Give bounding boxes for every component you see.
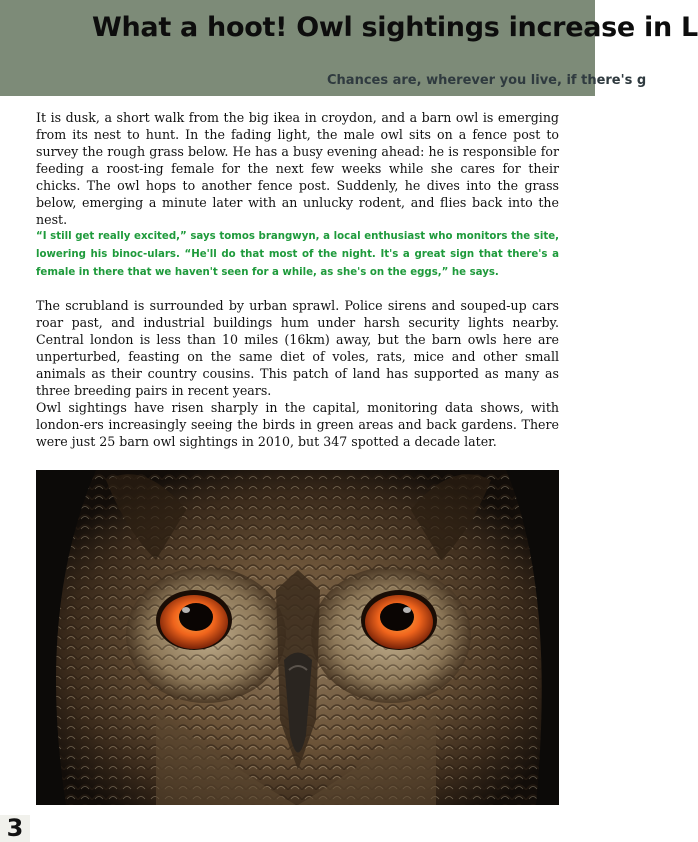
owl-photo xyxy=(36,470,559,805)
left-eye-icon xyxy=(156,590,232,650)
paragraph-scrubland: The scrubland is surrounded by urban sprawl. Police sirens and souped-up cars roar past, and industrial buildings hum under harsh security lights nearby. Central london is less than 10 miles (16km) away, but the barn owls here are unperturbed, feasting on the same diet of voles, rats, mice and other small animals as their country cousins. This patch of land has supported as many as three breeding pairs in recent years. xyxy=(36,298,559,398)
paragraph-sightings: Owl sightings have risen sharply in the capital, monitoring data shows, with london-ers increasingly seeing the birds in green areas and back gardens. There were just 25 barn owl sightings in 2010, but 347 spotted a decade later. xyxy=(36,400,559,449)
headline: What a hoot! Owl sightings increase in L xyxy=(92,12,698,43)
page-number: 3 xyxy=(0,815,30,842)
page-header xyxy=(0,0,698,96)
paragraph-intro: It is dusk, a short walk from the big ikea in croydon, and a barn owl is emerging from its nest to hunt. In the fading light, the male owl sits on a fence post to survey the rough grass below. He has a busy evening ahead: he is responsible for feeding a roost-ing female for the next few weeks while she cares for their chicks. The owl hops to another fence post. Suddenly, he dives into the grass below, emerging a minute later with an unlucky rodent, and flies back into the nest. xyxy=(36,110,559,227)
owl-illustration xyxy=(36,470,559,805)
pull-quote: “I still get really excited,” says tomos brangwyn, a local enthusiast who monitors the site, lowering his binoc-ulars. “He'll do that most of the night. It's a great sign that there's a female in there that we haven't seen for a while, as she's on the eggs,” he says. xyxy=(36,231,559,278)
standfirst: Chances are, wherever you live, if there's g xyxy=(327,73,647,88)
right-eye-icon xyxy=(361,590,437,650)
